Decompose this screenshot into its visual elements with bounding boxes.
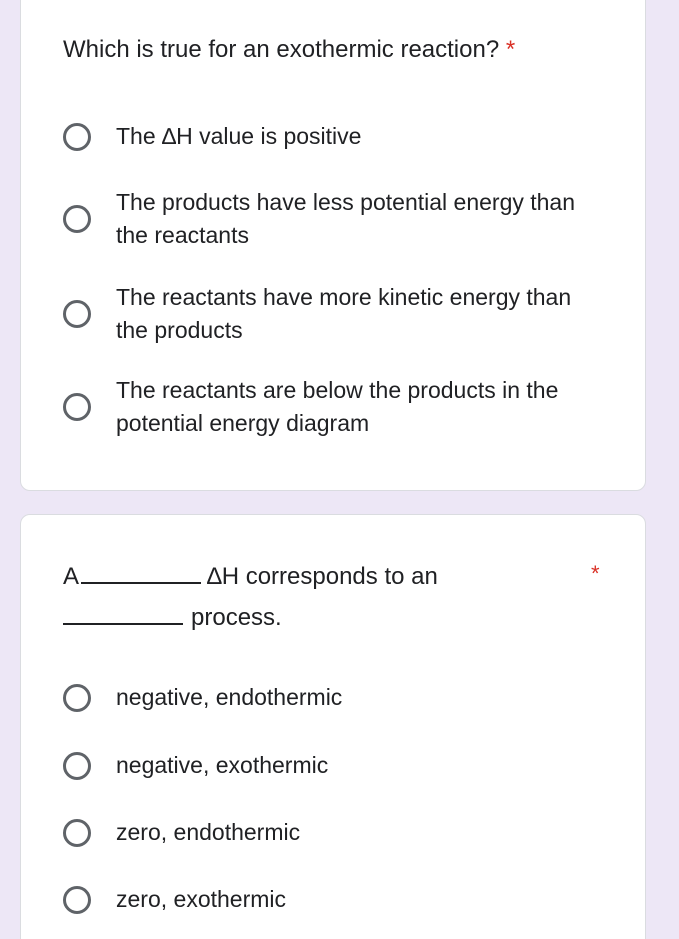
fill-in-blank: [81, 560, 201, 584]
question-1-option-4[interactable]: [63, 374, 623, 440]
question-card-2: [20, 514, 646, 939]
radio-button[interactable]: [63, 752, 91, 780]
radio-button[interactable]: [63, 123, 91, 151]
question-1-text: Which is true for an exothermic reaction?: [63, 36, 500, 63]
option-label: The products have less potential energy than the reactants: [116, 189, 576, 248]
radio-button[interactable]: [63, 819, 91, 847]
question-2-option-4[interactable]: [63, 883, 623, 916]
question-2-text-start: A: [63, 563, 80, 590]
radio-button[interactable]: [63, 393, 91, 421]
question-2-title-line-2: [63, 601, 282, 634]
required-marker: *: [591, 561, 600, 586]
radio-button[interactable]: [63, 684, 91, 712]
question-1-option-1[interactable]: [63, 120, 623, 153]
option-label: The reactants are below the products in the potential energy diagram: [116, 377, 559, 436]
radio-button[interactable]: [63, 886, 91, 914]
question-1-option-3[interactable]: [63, 281, 623, 347]
question-2-option-1[interactable]: [63, 681, 623, 714]
option-label: zero, endothermic: [116, 819, 301, 845]
required-marker: *: [505, 36, 516, 63]
radio-button[interactable]: [63, 300, 91, 328]
option-label: zero, exothermic: [116, 886, 287, 912]
question-2-text-middle: ∆H corresponds to an: [207, 563, 438, 590]
question-2-text-end: process.: [191, 604, 282, 631]
question-2-option-3[interactable]: [63, 816, 623, 849]
radio-button[interactable]: [63, 205, 91, 233]
question-2-option-2[interactable]: [63, 749, 623, 782]
question-1-title: [63, 34, 515, 66]
fill-in-blank: [63, 601, 183, 625]
option-label: negative, endothermic: [116, 684, 343, 710]
question-card-1: [20, 0, 646, 491]
question-2-title-line-1: [63, 560, 438, 593]
question-1-option-2[interactable]: [63, 186, 623, 252]
option-label: The ∆H value is positive: [116, 123, 362, 149]
option-label: negative, exothermic: [116, 752, 329, 778]
option-label: The reactants have more kinetic energy than the products: [116, 284, 572, 343]
